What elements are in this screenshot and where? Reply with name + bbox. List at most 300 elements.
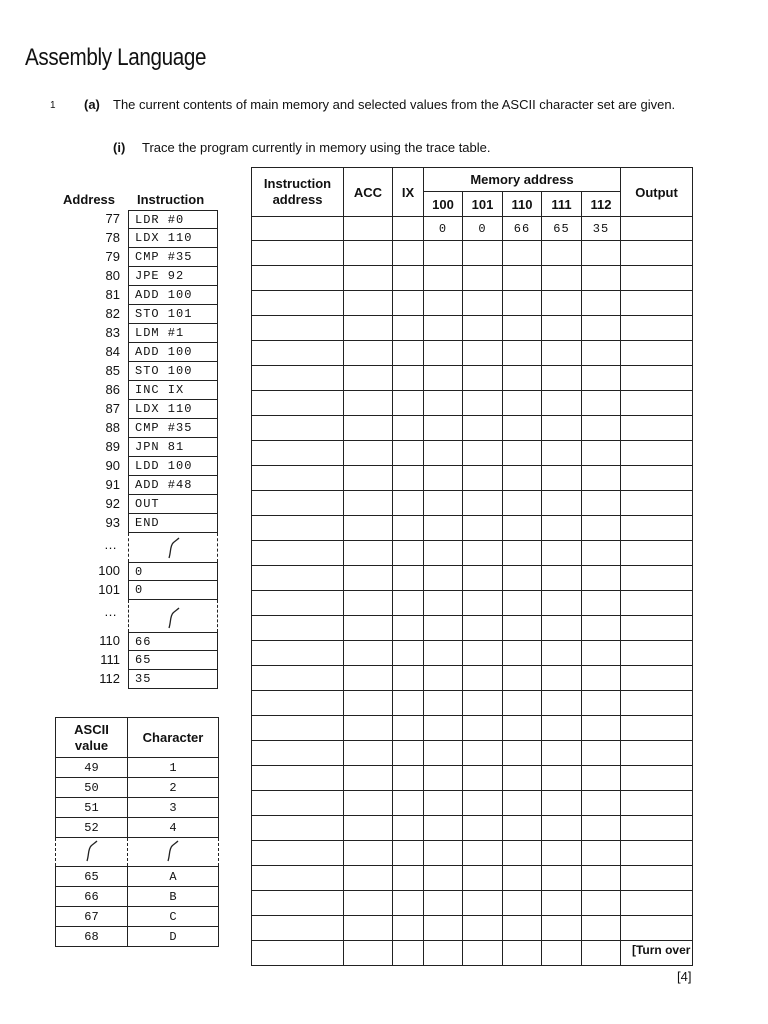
trace-cell[interactable] <box>252 217 344 241</box>
trace-cell[interactable] <box>344 391 393 416</box>
trace-row <box>252 916 693 941</box>
trace-cell[interactable] <box>252 291 344 316</box>
trace-cell[interactable] <box>393 466 424 491</box>
trace-cell[interactable] <box>424 566 463 591</box>
trace-cell[interactable] <box>542 266 582 291</box>
trace-row <box>252 391 693 416</box>
trace-cell[interactable] <box>542 541 582 566</box>
trace-cell[interactable] <box>621 217 693 241</box>
trace-cell[interactable] <box>621 416 693 441</box>
trace-cell[interactable] <box>463 316 503 341</box>
trace-cell[interactable] <box>542 441 582 466</box>
trace-cell[interactable] <box>542 291 582 316</box>
trace-cell[interactable] <box>621 316 693 341</box>
trace-cell[interactable] <box>503 841 542 866</box>
trace-cell[interactable] <box>621 466 693 491</box>
trace-cell[interactable] <box>424 841 463 866</box>
trace-cell[interactable] <box>424 891 463 916</box>
trace-cell[interactable] <box>252 466 344 491</box>
trace-cell[interactable] <box>463 791 503 816</box>
trace-cell[interactable] <box>252 441 344 466</box>
trace-cell[interactable] <box>463 291 503 316</box>
trace-cell[interactable] <box>542 766 582 791</box>
trace-cell[interactable] <box>542 491 582 516</box>
trace-cell[interactable] <box>463 691 503 716</box>
trace-cell[interactable] <box>393 616 424 641</box>
trace-cell[interactable] <box>344 616 393 641</box>
trace-cell[interactable] <box>252 516 344 541</box>
trace-cell[interactable] <box>252 866 344 891</box>
trace-cell[interactable] <box>542 341 582 366</box>
trace-cell[interactable] <box>542 366 582 391</box>
trace-cell[interactable] <box>424 541 463 566</box>
trace-cell[interactable] <box>393 516 424 541</box>
trace-cell[interactable] <box>463 741 503 766</box>
trace-cell[interactable] <box>503 616 542 641</box>
trace-cell[interactable] <box>393 741 424 766</box>
trace-cell[interactable] <box>463 816 503 841</box>
trace-cell[interactable] <box>463 941 503 966</box>
trace-cell[interactable] <box>503 516 542 541</box>
trace-cell[interactable] <box>344 866 393 891</box>
trace-cell[interactable] <box>344 741 393 766</box>
turn-over-label: [Turn over <box>632 943 691 957</box>
trace-cell[interactable] <box>424 766 463 791</box>
trace-cell[interactable] <box>542 466 582 491</box>
trace-cell[interactable] <box>463 891 503 916</box>
trace-cell[interactable] <box>252 616 344 641</box>
trace-cell[interactable] <box>621 841 693 866</box>
trace-cell[interactable] <box>252 541 344 566</box>
trace-cell[interactable] <box>463 716 503 741</box>
trace-cell[interactable] <box>463 416 503 441</box>
trace-cell[interactable] <box>542 416 582 441</box>
trace-cell[interactable] <box>463 266 503 291</box>
trace-cell[interactable] <box>582 616 621 641</box>
trace-cell[interactable] <box>463 641 503 666</box>
trace-cell[interactable] <box>344 366 393 391</box>
trace-cell[interactable] <box>582 641 621 666</box>
trace-cell[interactable] <box>582 666 621 691</box>
trace-cell[interactable] <box>252 266 344 291</box>
trace-cell[interactable] <box>344 666 393 691</box>
ascii-character: 1 <box>128 758 219 778</box>
trace-cell[interactable] <box>582 291 621 316</box>
trace-cell[interactable] <box>621 291 693 316</box>
trace-cell[interactable] <box>542 841 582 866</box>
trace-cell[interactable] <box>344 891 393 916</box>
memory-contents: STO 100 <box>128 362 218 381</box>
trace-cell[interactable] <box>503 341 542 366</box>
trace-cell[interactable] <box>393 416 424 441</box>
memory-row <box>0 581 220 600</box>
trace-cell[interactable] <box>621 891 693 916</box>
trace-initial-value: 0 <box>463 217 503 241</box>
trace-cell[interactable] <box>252 741 344 766</box>
trace-cell[interactable] <box>582 716 621 741</box>
trace-cell[interactable] <box>344 716 393 741</box>
trace-row <box>252 541 693 566</box>
trace-cell[interactable] <box>424 441 463 466</box>
trace-cell[interactable] <box>393 391 424 416</box>
trace-cell[interactable] <box>503 741 542 766</box>
trace-cell[interactable] <box>344 841 393 866</box>
trace-cell[interactable] <box>582 916 621 941</box>
trace-cell[interactable] <box>503 766 542 791</box>
trace-cell[interactable] <box>393 641 424 666</box>
trace-cell[interactable] <box>503 666 542 691</box>
trace-cell[interactable] <box>503 266 542 291</box>
trace-cell[interactable] <box>344 466 393 491</box>
trace-cell[interactable] <box>252 391 344 416</box>
trace-cell[interactable] <box>463 566 503 591</box>
trace-cell[interactable] <box>252 691 344 716</box>
trace-cell[interactable] <box>424 491 463 516</box>
trace-cell[interactable] <box>621 541 693 566</box>
trace-cell[interactable] <box>424 416 463 441</box>
trace-cell[interactable] <box>252 716 344 741</box>
trace-cell[interactable] <box>424 266 463 291</box>
memory-contents: LDX 110 <box>128 229 218 248</box>
trace-cell[interactable] <box>344 566 393 591</box>
trace-cell[interactable] <box>344 766 393 791</box>
trace-cell[interactable] <box>582 941 621 966</box>
trace-cell[interactable] <box>252 791 344 816</box>
trace-cell[interactable] <box>621 741 693 766</box>
trace-cell[interactable] <box>621 266 693 291</box>
trace-cell[interactable] <box>621 866 693 891</box>
trace-cell[interactable] <box>582 441 621 466</box>
trace-cell[interactable] <box>393 691 424 716</box>
trace-cell[interactable] <box>503 816 542 841</box>
trace-cell[interactable] <box>424 641 463 666</box>
memory-contents: ADD 100 <box>128 286 218 305</box>
memory-contents: 35 <box>128 670 218 689</box>
memory-row <box>0 632 220 651</box>
memory-row <box>0 400 220 419</box>
trace-cell[interactable] <box>424 691 463 716</box>
trace-cell[interactable] <box>621 666 693 691</box>
trace-cell[interactable] <box>252 666 344 691</box>
trace-cell[interactable] <box>542 891 582 916</box>
trace-cell[interactable] <box>424 291 463 316</box>
trace-cell[interactable] <box>582 416 621 441</box>
trace-mem-col-header: 110 <box>503 192 542 217</box>
trace-cell[interactable] <box>542 691 582 716</box>
trace-cell[interactable] <box>503 891 542 916</box>
trace-cell[interactable] <box>344 291 393 316</box>
trace-cell[interactable] <box>582 741 621 766</box>
memory-contents: END <box>128 514 218 533</box>
trace-cell[interactable] <box>252 341 344 366</box>
trace-cell[interactable] <box>621 791 693 816</box>
trace-cell[interactable] <box>463 666 503 691</box>
trace-cell[interactable] <box>621 641 693 666</box>
trace-cell[interactable] <box>503 791 542 816</box>
trace-cell[interactable] <box>424 916 463 941</box>
trace-cell[interactable] <box>424 241 463 266</box>
memory-row <box>0 438 220 457</box>
trace-cell[interactable] <box>252 841 344 866</box>
trace-cell[interactable] <box>393 591 424 616</box>
trace-cell[interactable] <box>503 291 542 316</box>
trace-cell[interactable] <box>582 841 621 866</box>
trace-cell[interactable] <box>424 341 463 366</box>
trace-cell[interactable] <box>582 366 621 391</box>
trace-cell[interactable] <box>621 366 693 391</box>
trace-cell[interactable] <box>582 866 621 891</box>
trace-initial-row <box>252 217 693 241</box>
trace-cell[interactable] <box>503 566 542 591</box>
trace-cell[interactable] <box>503 366 542 391</box>
trace-cell[interactable] <box>252 591 344 616</box>
trace-cell[interactable] <box>503 641 542 666</box>
memory-break <box>128 533 218 562</box>
trace-cell[interactable] <box>621 716 693 741</box>
trace-cell[interactable] <box>344 791 393 816</box>
trace-cell[interactable] <box>393 266 424 291</box>
trace-cell[interactable] <box>393 841 424 866</box>
trace-cell[interactable] <box>582 241 621 266</box>
trace-cell[interactable] <box>252 241 344 266</box>
trace-cell[interactable] <box>582 466 621 491</box>
trace-table <box>251 167 693 966</box>
trace-cell[interactable] <box>463 516 503 541</box>
trace-cell[interactable] <box>344 941 393 966</box>
trace-cell[interactable] <box>542 666 582 691</box>
trace-cell[interactable] <box>463 616 503 641</box>
trace-cell[interactable] <box>393 816 424 841</box>
trace-cell[interactable] <box>542 566 582 591</box>
trace-cell[interactable] <box>542 391 582 416</box>
trace-cell[interactable] <box>503 691 542 716</box>
trace-cell[interactable] <box>582 766 621 791</box>
trace-cell[interactable] <box>582 891 621 916</box>
trace-cell[interactable] <box>542 791 582 816</box>
trace-cell[interactable] <box>463 591 503 616</box>
trace-cell[interactable] <box>344 591 393 616</box>
trace-cell[interactable] <box>621 441 693 466</box>
trace-cell[interactable] <box>344 316 393 341</box>
ascii-character-header: Character <box>128 718 219 758</box>
trace-cell[interactable] <box>503 916 542 941</box>
trace-cell[interactable] <box>542 941 582 966</box>
trace-cell[interactable] <box>344 816 393 841</box>
break-mark-icon <box>129 600 219 632</box>
trace-cell[interactable] <box>542 866 582 891</box>
trace-cell[interactable] <box>463 366 503 391</box>
trace-cell[interactable] <box>542 241 582 266</box>
trace-cell[interactable] <box>393 791 424 816</box>
trace-cell[interactable] <box>252 766 344 791</box>
trace-cell[interactable] <box>621 591 693 616</box>
trace-cell[interactable] <box>503 441 542 466</box>
trace-cell[interactable] <box>424 516 463 541</box>
trace-cell[interactable] <box>393 716 424 741</box>
trace-cell[interactable] <box>621 391 693 416</box>
trace-cell[interactable] <box>621 566 693 591</box>
trace-cell[interactable] <box>252 316 344 341</box>
trace-cell[interactable] <box>344 241 393 266</box>
trace-cell[interactable] <box>424 591 463 616</box>
trace-cell[interactable] <box>344 217 393 241</box>
trace-cell[interactable] <box>582 566 621 591</box>
trace-cell[interactable] <box>344 691 393 716</box>
trace-cell[interactable] <box>424 466 463 491</box>
trace-cell[interactable] <box>463 841 503 866</box>
trace-cell[interactable] <box>344 441 393 466</box>
trace-cell[interactable] <box>252 641 344 666</box>
trace-cell[interactable] <box>344 491 393 516</box>
trace-cell[interactable] <box>424 741 463 766</box>
trace-cell[interactable] <box>424 366 463 391</box>
memory-instruction-header: Instruction <box>137 192 205 207</box>
trace-mem-col-header: 100 <box>424 192 463 217</box>
trace-cell[interactable] <box>621 766 693 791</box>
trace-cell[interactable] <box>503 716 542 741</box>
trace-cell[interactable] <box>503 241 542 266</box>
trace-cell[interactable] <box>424 791 463 816</box>
trace-cell[interactable] <box>503 316 542 341</box>
trace-cell[interactable] <box>463 391 503 416</box>
ascii-character: B <box>128 887 219 907</box>
trace-cell[interactable] <box>542 516 582 541</box>
trace-cell[interactable] <box>463 541 503 566</box>
trace-cell[interactable] <box>393 316 424 341</box>
ascii-row <box>56 818 219 838</box>
trace-cell[interactable] <box>582 391 621 416</box>
trace-cell[interactable] <box>621 616 693 641</box>
trace-cell[interactable] <box>582 791 621 816</box>
trace-cell[interactable] <box>344 416 393 441</box>
trace-cell[interactable] <box>393 441 424 466</box>
trace-cell[interactable] <box>393 941 424 966</box>
trace-cell[interactable] <box>252 416 344 441</box>
trace-cell[interactable] <box>621 916 693 941</box>
memory-address: 77 <box>105 211 120 226</box>
trace-cell[interactable] <box>424 666 463 691</box>
memory-row <box>0 267 220 286</box>
trace-cell[interactable] <box>503 416 542 441</box>
trace-cell[interactable] <box>393 341 424 366</box>
trace-cell[interactable] <box>424 391 463 416</box>
trace-cell[interactable] <box>542 641 582 666</box>
trace-cell[interactable] <box>424 866 463 891</box>
question-subpart: (i) <box>113 140 126 155</box>
trace-cell[interactable] <box>503 866 542 891</box>
trace-cell[interactable] <box>503 541 542 566</box>
ascii-value: 66 <box>56 887 128 907</box>
trace-cell[interactable] <box>393 491 424 516</box>
trace-row <box>252 591 693 616</box>
trace-cell[interactable] <box>463 766 503 791</box>
trace-cell[interactable] <box>463 441 503 466</box>
trace-cell[interactable] <box>582 316 621 341</box>
memory-address: 88 <box>105 420 120 435</box>
trace-cell[interactable] <box>542 616 582 641</box>
trace-cell[interactable] <box>424 616 463 641</box>
trace-cell[interactable] <box>393 766 424 791</box>
trace-cell[interactable] <box>503 591 542 616</box>
trace-cell[interactable] <box>252 366 344 391</box>
trace-cell[interactable] <box>344 916 393 941</box>
trace-cell[interactable] <box>344 341 393 366</box>
trace-cell[interactable] <box>582 541 621 566</box>
memory-address: 83 <box>105 325 120 340</box>
trace-cell[interactable] <box>542 741 582 766</box>
trace-cell[interactable] <box>393 866 424 891</box>
trace-cell[interactable] <box>393 916 424 941</box>
trace-cell[interactable] <box>582 816 621 841</box>
trace-cell[interactable] <box>252 941 344 966</box>
trace-cell[interactable] <box>252 566 344 591</box>
trace-cell[interactable] <box>542 591 582 616</box>
trace-cell[interactable] <box>393 541 424 566</box>
trace-cell[interactable] <box>424 716 463 741</box>
memory-address: 81 <box>105 287 120 302</box>
trace-cell[interactable] <box>344 266 393 291</box>
trace-cell[interactable] <box>393 566 424 591</box>
trace-cell[interactable] <box>503 391 542 416</box>
trace-cell[interactable] <box>463 241 503 266</box>
trace-cell[interactable] <box>344 516 393 541</box>
trace-cell[interactable] <box>582 591 621 616</box>
trace-cell[interactable] <box>463 916 503 941</box>
trace-cell[interactable] <box>542 716 582 741</box>
trace-cell[interactable] <box>503 466 542 491</box>
trace-cell[interactable] <box>252 491 344 516</box>
trace-cell[interactable] <box>393 891 424 916</box>
trace-cell[interactable] <box>252 916 344 941</box>
trace-cell[interactable] <box>463 491 503 516</box>
trace-cell[interactable] <box>393 217 424 241</box>
trace-cell[interactable] <box>344 641 393 666</box>
trace-cell[interactable] <box>621 341 693 366</box>
trace-cell[interactable] <box>621 241 693 266</box>
trace-cell[interactable] <box>582 341 621 366</box>
trace-cell[interactable] <box>621 491 693 516</box>
trace-cell[interactable] <box>252 816 344 841</box>
trace-cell[interactable] <box>463 866 503 891</box>
trace-cell[interactable] <box>542 316 582 341</box>
trace-cell[interactable] <box>252 891 344 916</box>
trace-cell[interactable] <box>582 516 621 541</box>
trace-cell[interactable] <box>542 816 582 841</box>
memory-contents: 66 <box>128 632 218 651</box>
trace-cell[interactable] <box>503 491 542 516</box>
break-mark-icon <box>163 839 183 863</box>
trace-cell[interactable] <box>393 366 424 391</box>
trace-cell[interactable] <box>424 316 463 341</box>
trace-cell[interactable] <box>393 241 424 266</box>
trace-cell[interactable] <box>393 666 424 691</box>
trace-cell[interactable] <box>393 291 424 316</box>
trace-cell[interactable] <box>424 941 463 966</box>
trace-cell[interactable] <box>463 341 503 366</box>
trace-cell[interactable] <box>582 491 621 516</box>
trace-cell[interactable] <box>621 691 693 716</box>
trace-cell[interactable] <box>582 266 621 291</box>
trace-cell[interactable] <box>424 816 463 841</box>
trace-cell[interactable] <box>542 916 582 941</box>
trace-cell[interactable] <box>621 516 693 541</box>
trace-cell[interactable] <box>344 541 393 566</box>
trace-cell[interactable] <box>463 466 503 491</box>
trace-cell[interactable] <box>503 941 542 966</box>
trace-cell[interactable] <box>621 816 693 841</box>
trace-mem-col-header: 101 <box>463 192 503 217</box>
trace-cell[interactable] <box>582 691 621 716</box>
